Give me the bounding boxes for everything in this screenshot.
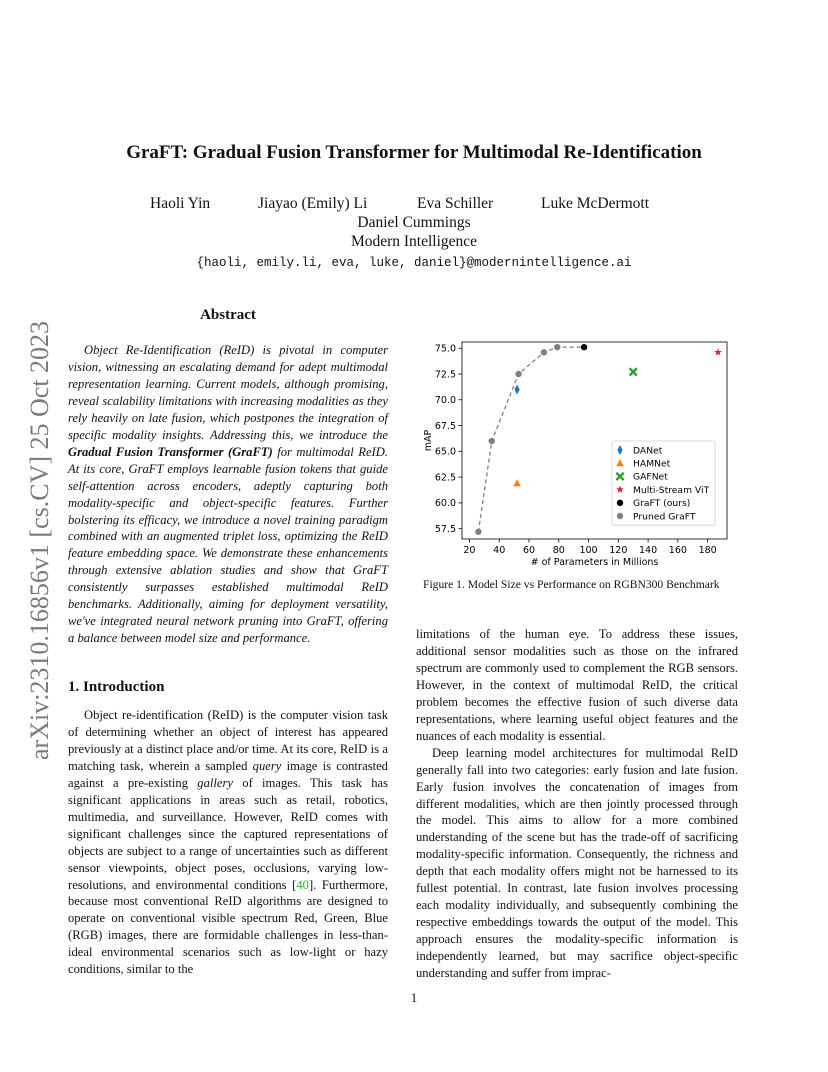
right-column-text	[416, 626, 738, 982]
y-tick-label: 57.5	[434, 523, 456, 535]
author-4: Luke McDermott	[541, 195, 650, 212]
x-tick-label: 60	[522, 545, 536, 556]
y-tick-label: 60.0	[434, 498, 456, 510]
abstract-heading: Abstract	[200, 307, 256, 323]
intro-text-part: ]. Furthermore, because most conventional ReID algorithms are designed to operate on conventional visible spectrum Red, Green, Blue (RGB) images, there are formidable challenges in less-than-ideal environmental scenarios such as low-light or hazy conditions, similar to the	[68, 877, 388, 977]
intro-text-part: image is contrasted against a pre-existing	[68, 758, 388, 790]
legend-label-gafnet: GAFNet	[633, 471, 668, 483]
abstract-text-part: for multimodal ReID. At its core, GraFT employs learnable fusion tokens that guide self-attention across encoders, adeptly capturing both modality-specific and object-specific features. Further bolstering its efficacy, we introduce a novel training paradigm combined with an augmented triplet loss, optimizing the ReID feature embedding space. We demonstrate these enhancements through extensive ablation studies and show that GraFT consistently surpasses established multimodal ReID benchmarks. Additionally, aiming for deployment versatility, we've integrated neural network pruning into GraFT, offering a balance between model size and performance.	[68, 444, 388, 646]
x-tick-label: 40	[493, 545, 506, 556]
intro-text-part: Object re-identification (ReID) is the computer vision task of determining whether an object of interest has appeared previously at a distinct place and/or time. At its core, ReID is a matching task, wherein a sampled	[68, 708, 388, 773]
y-tick-label: 70.0	[434, 395, 456, 407]
y-tick-label: 67.5	[434, 420, 456, 432]
intro-text-italic: query	[252, 758, 282, 773]
point-danet	[514, 384, 519, 394]
y-tick-label: 75.0	[434, 343, 456, 355]
figure-1-chart	[412, 332, 742, 567]
abstract-text-part: Object Re-Identification (ReID) is pivotal in computer vision, witnessing an escalating demand for adept multimodal representation learning. Current models, although promising, reveal scalability limitations with increasing modalities as they rely heavily on late fusion, which postpones the integration of specific modality insights. Addressing this, we introduce the	[68, 343, 388, 442]
y-tick-label: 72.5	[434, 369, 456, 381]
abstract-body	[68, 342, 388, 647]
y-tick-label: 65.0	[434, 446, 456, 458]
figure-1-caption: Figure 1. Model Size vs Performance on RGBN300 Benchmark	[423, 578, 720, 591]
legend-label-graft-ours: GraFT (ours)	[633, 498, 691, 510]
point-graft-ours	[581, 344, 587, 350]
x-axis-label: # of Parameters in Millions	[530, 557, 659, 567]
point-gafnet	[630, 369, 636, 375]
legend-marker-pruned-graft	[617, 513, 623, 519]
page-number: 1	[410, 990, 418, 1005]
author-1: Haoli Yin	[150, 195, 211, 212]
x-tick-label: 180	[698, 545, 717, 556]
point-pruned-graft	[541, 349, 547, 355]
author-2: Jiayao (Emily) Li	[258, 195, 368, 212]
abstract-text-bold: Gradual Fusion Transformer (GraFT)	[68, 444, 273, 459]
y-tick-label: 62.5	[434, 472, 456, 484]
intro-paragraph-3: Deep learning model architectures for multimodal ReID generally fall into two categories: early fusion and late fusion. Early fusion involves the concatenation of images from different modalities, which are then jointly processed through the model. This aims to allow for a more combined understanding of the scene but has the trade-off of sacrificing modality-specific information. Consequently, the richness and depth that each modality offers might not be harnessed to its fullest potential. In contrast, late fusion involves processing each modality individually, and subsequently combining the respective embeddings towards the output of the model. This approach ensures the modality-specific information is independently learned, but may sacrifice object-specific understanding and suffer from imprac-	[416, 745, 738, 981]
arxiv-side-stamp	[18, 290, 58, 760]
x-tick-label: 120	[609, 545, 628, 556]
point-pruned-graft	[515, 371, 521, 377]
intro-text-part: of images. This task has significant applications in areas such as retail, robotics, multimedia, and surveillance. However, ReID comes with significant challenges since the captured representations of objects are subject to a range of uncertainties such as different sensor viewpoints, object poses, occlusions, varying low-resolutions, and environmental conditions [	[68, 775, 388, 892]
legend-label-pruned-graft: Pruned GraFT	[633, 511, 696, 523]
x-tick-label: 20	[463, 545, 476, 556]
author-5: Daniel Cummings	[357, 214, 471, 231]
intro-paragraph-1	[68, 707, 388, 978]
paper-title: GraFT: Gradual Fusion Transformer for Multimodal Re-Identification	[126, 142, 702, 163]
point-pruned-graft	[554, 344, 560, 350]
intro-heading: 1. Introduction	[68, 679, 165, 695]
legend-label-danet: DANet	[633, 445, 663, 457]
intro-paragraph-2: limitations of the human eye. To address these issues, additional sensor modalities such as those on the infrared spectrum are commonly used to complement the RGB sensors. However, in the context of multimodal ReID, the critical problem becomes the effective fusion of such diverse data representations, where learning useful object features and the nuances of each modality is essential.	[416, 627, 738, 743]
x-tick-label: 100	[579, 545, 598, 556]
citation-link[interactable]: 40	[296, 877, 309, 892]
arxiv-stamp-text: arXiv:2310.16856v1 [cs.CV] 25 Oct 2023	[25, 320, 54, 760]
legend-label-multi-stream-vit: Multi-Stream ViT	[633, 484, 710, 496]
author-3: Eva Schiller	[417, 195, 494, 212]
y-axis-label: mAP	[423, 429, 434, 452]
affiliation: Modern Intelligence	[350, 233, 478, 250]
point-hamnet	[513, 479, 521, 486]
legend-label-hamnet: HAMNet	[633, 458, 671, 470]
intro-text-italic: gallery	[197, 775, 233, 790]
x-tick-label: 140	[639, 545, 658, 556]
point-pruned-graft	[489, 438, 495, 444]
point-multi-stream-vit	[714, 348, 722, 355]
x-tick-label: 160	[668, 545, 687, 556]
author-emails: {haoli, emily.li, eva, luke, daniel}@modernintelligence.ai	[196, 256, 632, 270]
legend-marker-graft-ours	[617, 500, 623, 506]
x-tick-label: 80	[552, 545, 565, 556]
point-pruned-graft	[475, 529, 481, 535]
